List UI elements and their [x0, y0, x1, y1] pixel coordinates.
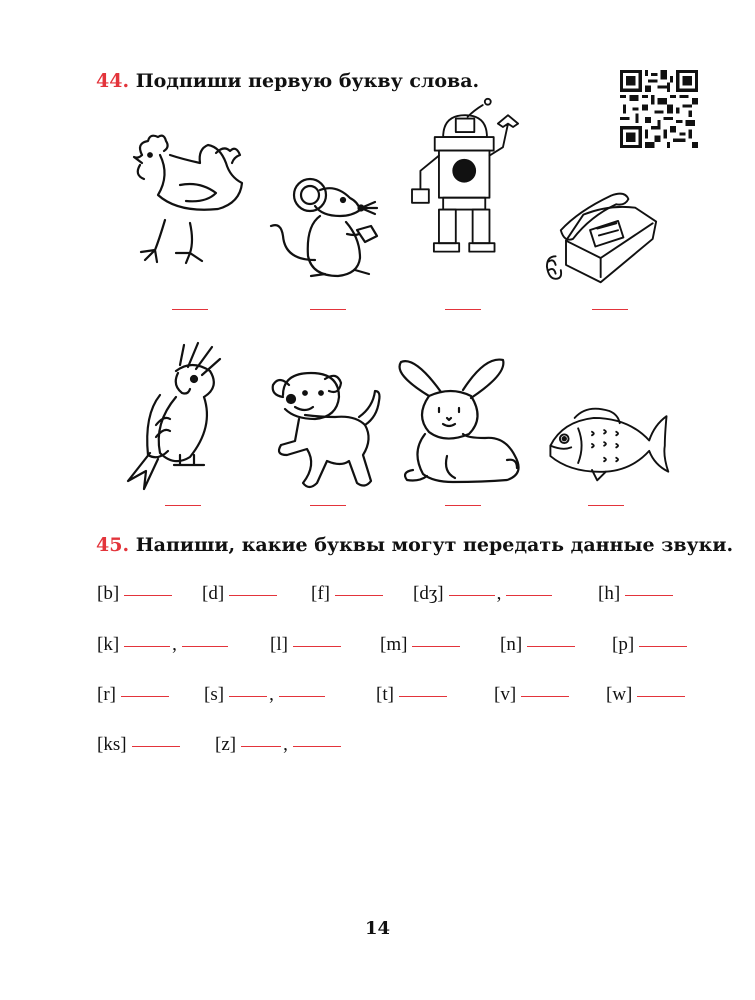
telephone-icon: [540, 165, 670, 325]
sound-answer-blank[interactable]: [506, 595, 552, 596]
sound-ipa: [b]: [97, 583, 120, 604]
sound-item: [612, 634, 687, 656]
sound-answer-blank[interactable]: [625, 595, 673, 596]
hen-icon: [120, 125, 250, 285]
sound-ipa: [m]: [380, 634, 408, 655]
mouse-icon: [265, 150, 395, 310]
parrot-picture: [120, 335, 250, 495]
sound-answer-blank[interactable]: [335, 595, 383, 596]
sound-ipa: [v]: [494, 684, 517, 705]
sound-item: [270, 634, 341, 656]
sound-item: [97, 734, 180, 756]
sound-item: [500, 634, 575, 656]
sound-answer-blank[interactable]: [639, 646, 687, 647]
hen-picture: [120, 125, 250, 285]
rabbit-picture: [395, 345, 525, 505]
task-45-text: Напиши, какие буквы могут передать данные звуки.: [135, 534, 734, 556]
sound-item: [380, 634, 460, 656]
rabbit-icon: [395, 345, 525, 505]
sound-item: [97, 634, 228, 656]
answer-blank-dog[interactable]: [310, 505, 346, 506]
sound-answer-blank[interactable]: [182, 646, 228, 647]
answer-blank-hen[interactable]: [172, 309, 208, 310]
comma-separator: ,: [172, 634, 177, 655]
sound-item: [97, 684, 169, 706]
answer-blank-parrot[interactable]: [165, 505, 201, 506]
answer-blank-fish[interactable]: [588, 505, 624, 506]
sound-answer-blank[interactable]: [241, 746, 281, 747]
sound-answer-blank[interactable]: [229, 696, 267, 697]
sound-answer-blank[interactable]: [279, 696, 325, 697]
telephone-picture: [540, 165, 670, 325]
sound-ipa: [dʒ]: [413, 583, 444, 604]
sound-ipa: [l]: [270, 634, 288, 655]
sound-answer-blank[interactable]: [293, 746, 341, 747]
sound-ipa: [d]: [202, 583, 225, 604]
sound-item: [376, 684, 447, 706]
sound-item: [413, 583, 552, 605]
sound-ipa: [ks]: [97, 734, 127, 755]
task-44-title: [96, 70, 479, 92]
sound-answer-blank[interactable]: [229, 595, 277, 596]
parrot-icon: [120, 335, 250, 495]
qr-code-icon: [620, 70, 698, 148]
task-45-number: 45.: [96, 534, 130, 556]
task-44-text: Подпиши первую букву слова.: [135, 70, 480, 92]
sound-answer-blank[interactable]: [521, 696, 569, 697]
answer-blank-mouse[interactable]: [310, 309, 346, 310]
fish-icon: [540, 370, 670, 530]
sound-ipa: [k]: [97, 634, 120, 655]
dog-picture: [265, 355, 395, 515]
page-number: 14: [364, 918, 391, 939]
answer-blank-telephone[interactable]: [592, 309, 628, 310]
task-45-title: [96, 534, 733, 556]
sound-answer-blank[interactable]: [637, 696, 685, 697]
sound-item: [606, 684, 685, 706]
sound-ipa: [z]: [215, 734, 237, 755]
sound-ipa: [f]: [311, 583, 330, 604]
sound-answer-blank[interactable]: [293, 646, 341, 647]
sound-item: [598, 583, 673, 605]
sound-item: [204, 684, 325, 706]
sound-answer-blank[interactable]: [132, 746, 180, 747]
sound-answer-blank[interactable]: [449, 595, 495, 596]
sound-ipa: [t]: [376, 684, 394, 705]
sound-item: [97, 583, 172, 605]
robot-picture: [395, 95, 525, 255]
sound-item: [215, 734, 341, 756]
sound-answer-blank[interactable]: [121, 696, 169, 697]
sound-ipa: [s]: [204, 684, 225, 705]
sound-ipa: [n]: [500, 634, 523, 655]
sound-answer-blank[interactable]: [399, 696, 447, 697]
sound-item: [311, 583, 383, 605]
task-44-number: 44.: [96, 70, 130, 92]
dog-icon: [265, 355, 395, 515]
sound-ipa: [w]: [606, 684, 633, 705]
sound-item: [494, 684, 569, 706]
comma-separator: ,: [269, 684, 274, 705]
sound-answer-blank[interactable]: [124, 595, 172, 596]
sound-answer-blank[interactable]: [412, 646, 460, 647]
sound-ipa: [r]: [97, 684, 116, 705]
answer-blank-robot[interactable]: [445, 309, 481, 310]
fish-picture: [540, 370, 670, 530]
sound-answer-blank[interactable]: [527, 646, 575, 647]
comma-separator: ,: [496, 583, 502, 604]
sound-answer-blank[interactable]: [124, 646, 170, 647]
robot-icon: [395, 95, 525, 255]
sound-ipa: [p]: [612, 634, 635, 655]
sound-item: [202, 583, 277, 605]
mouse-picture: [265, 150, 395, 310]
sound-ipa: [h]: [598, 583, 621, 604]
comma-separator: ,: [283, 734, 288, 755]
answer-blank-rabbit[interactable]: [445, 505, 481, 506]
